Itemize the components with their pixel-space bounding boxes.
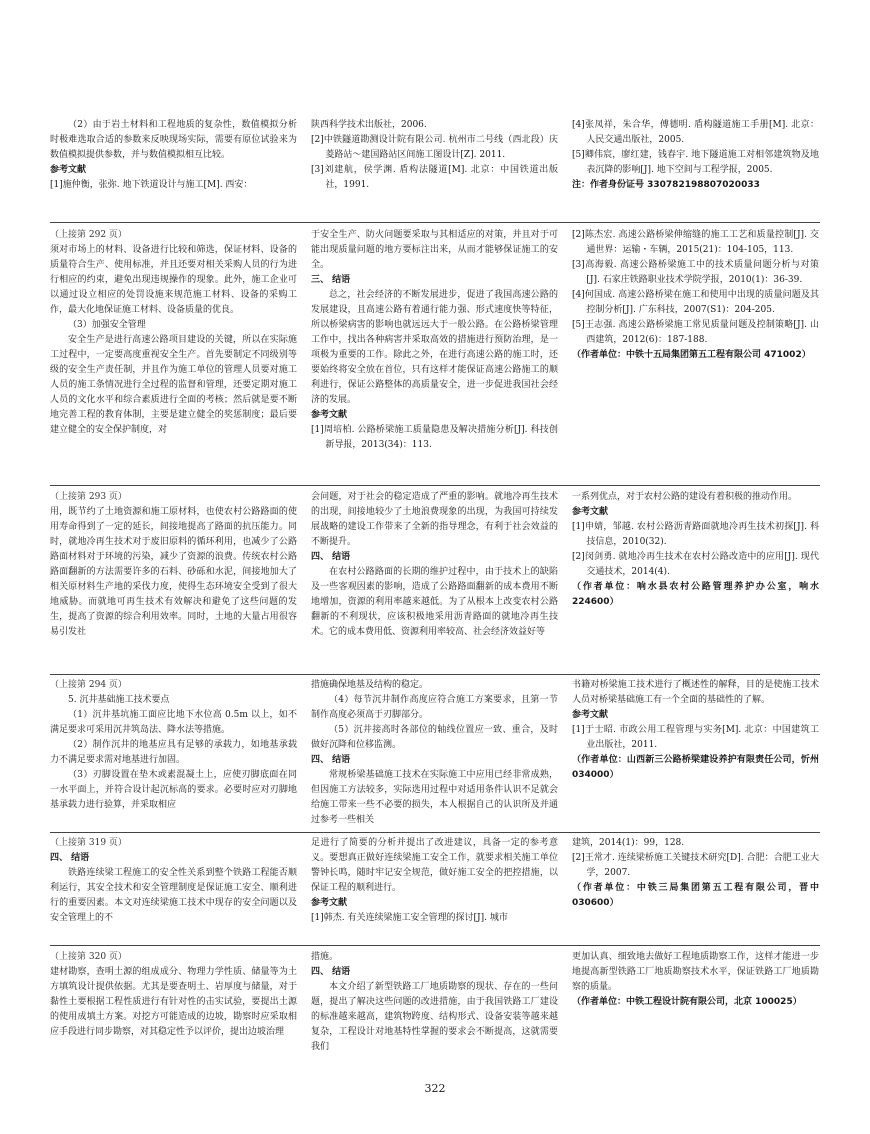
paragraph: （3）刃脚设置在垫木或素混凝土上，应使刃脚底面在同一水平面上，并符合设计起沉标高的要求。必要时应对刃脚地基承载力进行验算，并采取相应 <box>50 770 297 810</box>
reference-item: [4]何国成. 高速公路桥梁在施工和使用中出现的质量问题及其控制分析[J]. 广东科技，2007(S1)：204-205. <box>572 290 819 315</box>
text-column <box>572 678 819 828</box>
paragraph: （2）由于岩土材料和工程地质的复杂性，数值模拟分析时极难选取合适的参数来反映现场实际，需要有原位试验来为数值模拟提供参数，并与数值模拟相互比较。 <box>50 120 297 160</box>
text-column <box>572 118 819 193</box>
text-column <box>50 490 297 640</box>
text-column <box>50 950 297 1055</box>
divider <box>50 222 820 223</box>
text-column <box>572 950 819 1055</box>
segment-s3 <box>50 490 820 640</box>
continuation-note: （上接第 292 页） <box>50 230 127 240</box>
column-group <box>50 836 820 926</box>
segment-s6 <box>50 950 820 1055</box>
column-group <box>50 228 820 453</box>
paragraph: （3）加强安全管理 <box>68 320 146 330</box>
segment-s1 <box>50 118 820 193</box>
paragraph: （4）每节沉井制作高度应符合施工方案要求，且第一节制作高度必须高于刃脚部分。 <box>311 695 558 720</box>
section-heading: 参考文献 <box>50 165 87 175</box>
paragraph: 一系列优点，对于农村公路的建设有着积极的推动作用。 <box>572 492 798 502</box>
divider <box>50 485 820 486</box>
paragraph: 常规桥梁基础施工技术在实际施工中应用已经非常成熟，但因施工方法较多，实际选用过程中对适用条件认识不足就会给施工带来一些不必要的损失，本人根据自己的认识所及并通过参考一些相关 <box>311 770 558 825</box>
reference-item: [1]施仲衡，张弥. 地下铁道设计与施工[M]. 西安： <box>50 180 253 190</box>
author-note: （作者单位：响水县农村公路管理养护办公室，响水 224600） <box>572 582 819 607</box>
reference-item: [2]中铁隧道勘测设计院有限公司. 杭州市二号线（西北段）庆菱路站～建国路站区间施工图设计[Z]. 2011. <box>311 135 558 160</box>
text-column <box>311 118 558 193</box>
reference-item: [1]韩杰. 有关连续梁施工安全管理的探讨[J]. 城市 <box>311 913 508 923</box>
text-column <box>311 950 558 1055</box>
section-heading: 四、 结语 <box>311 552 351 562</box>
section-heading: 参考文献 <box>572 507 609 517</box>
text-column <box>572 836 819 926</box>
author-note: （作者单位：中铁三局集团第五工程有限公司，晋中 030600） <box>572 883 819 908</box>
reference-item: [5]王志强. 高速公路桥梁施工常见质量问题及控制策略[J]. 山西建筑，2012(6)：187-188. <box>572 320 819 345</box>
divider <box>50 832 820 833</box>
author-note: （作者单位：中铁十五局集团第五工程有限公司 471002） <box>572 350 811 360</box>
paragraph: 书籍对桥梁施工技术进行了概述性的解释，目的是使施工技术人员对桥梁基础施工有一个全面的基础性的了解。 <box>572 680 819 705</box>
paragraph: 总之，社会经济的不断发展进步，促进了我国高速公路的发展建设，且高速公路有着通行能力强、形式速度快等特征，所以桥梁病害的影响也就远远大于一般公路。在公路桥梁管理工作中，找出各种病害并采取高效的措施进行预防治理，是一项极为重要的工作。除此之外，在进行高速公路的施工时，还要始终将安全放在首位，只有这样才能保证高速公路施工的顺利进行，保证公路整体的高质量安全，进一步促进我国社会经济的发展。 <box>311 290 558 405</box>
divider <box>50 674 820 675</box>
reference-item: [4]张凤祥，朱合华，傅德明. 盾构隧道施工手册[M]. 北京：人民交通出版社，2005. <box>572 120 819 145</box>
author-note: 注：作者身份证号 330782198807020033 <box>572 180 760 190</box>
section-heading: 四、 结语 <box>311 967 351 977</box>
section-heading: 参考文献 <box>572 710 609 720</box>
segment-s4 <box>50 678 820 828</box>
text-column <box>311 836 558 926</box>
section-heading: 三、 结语 <box>311 275 351 285</box>
column-group <box>50 678 820 828</box>
author-note: （作者单位：山西新三公路桥梁建设养护有限责任公司，忻州 034000） <box>572 755 819 780</box>
continuation-note: （上接第 293 页） <box>50 492 127 502</box>
column-group <box>50 950 820 1055</box>
text-column <box>50 678 297 828</box>
reference-item: 陕西科学技术出版社，2006. <box>311 120 427 130</box>
continuation-note: （上接第 294 页） <box>50 680 127 690</box>
segment-s2 <box>50 228 820 453</box>
text-column <box>50 228 297 453</box>
reference-item: [2]闵剑勇. 就地冷再生技术在农村公路改造中的应用[J]. 现代交通技术，2014(4). <box>572 552 819 577</box>
paragraph: （5）沉井接高时各部位的轴线位置应一致、重合，及时做好沉降和位移监测。 <box>311 725 558 750</box>
paragraph: 于安全生产、防火问题要采取与其相适应的对策，并且对于可能出现质量问题的地方要标注出来，从而才能够保证施工的安全。 <box>311 230 558 270</box>
divider <box>50 945 820 946</box>
paragraph: 建材勘察，查明土源的组成成分、物理力学性质、储量等为土方填筑设计提供依据。尤其是要查明土、岩厚度与储量，对于黏性土要根据工程性质进行有针对性的击实试验，要提出土源的使用成填土方案。对挖方可能造成的边坡，勘察时应采取相应手段进行同步勘察，对其稳定性予以评价，提出边坡治理 <box>50 967 297 1037</box>
paragraph: 足进行了简要的分析并提出了改进建议，具备一定的参考意义。要想真正做好连续梁施工安全工作，就要求相关施工单位警钟长鸣，随时牢记安全规范，做好施工安全的把控措施，以保证工程的顺利进行。 <box>311 838 558 893</box>
text-column <box>572 228 819 453</box>
paragraph: 会问题，对于社会的稳定造成了严重的影响。就地冷再生技术的出现，间接地较少了土地浪费现象的出现，为我国可持续发展战略的建设工作带来了全新的指导理念，有利于社会效益的不断提升。 <box>311 492 558 547</box>
text-column <box>50 118 297 193</box>
paragraph: 安全生产是进行高速公路项目建设的关键，所以在实际施工过程中，一定要高度重视安全生产。首先要制定不同级别等级的安全生产责任制，并且作为施工单位的管理人员要对施工人员的施工条情况进行全过程的监督和管理，还要定期对施工人员的文化水平和综合素质进行全面的考核；然后就是要不断地完善工程的教育体制，主要是建立健全的奖惩制度；最后要建立健全的安全保护制度，对 <box>50 335 297 435</box>
paragraph: （2）制作沉井的地基应具有足够的承载力，如地基承载力不满足要求需对地基进行加固。 <box>50 740 297 765</box>
paragraph: 本文介绍了新型铁路工厂地质勘察的现状、存在的一些问题，提出了解决这些问题的改进措施，由于我国铁路工厂建设的标准越来越高，建筑物跨度、结构形式、设备安装等越来越复杂，工程设计对地基特性掌握的要求会不断提高，这就需要我们 <box>311 982 558 1052</box>
reference-item: [1]周培柏. 公路桥梁施工质量隐患及解决措施分析[J]. 科技创新导报，2013(34)：113. <box>311 425 558 450</box>
column-group <box>50 490 820 640</box>
reference-item: 建筑，2014(1)：99，128. <box>572 838 685 848</box>
text-column <box>572 490 819 640</box>
section-heading: 四、 结语 <box>50 853 90 863</box>
text-column <box>311 228 558 453</box>
reference-item: [2]王常才. 连续梁桥施工关键技术研究[D]. 合肥：合肥工业大学，2007. <box>572 853 819 878</box>
continuation-note: （上接第 319 页） <box>50 838 127 848</box>
text-column <box>311 490 558 640</box>
section-heading: 四、 结语 <box>311 755 351 765</box>
paragraph: （1）沉井基坑施工面应比地下水位高 0.5m 以上，如不满足要求可采用沉井筑岛法、降水法等措施。 <box>50 710 297 735</box>
text-column <box>50 836 297 926</box>
reference-item: [3]刘建航，侯学渊. 盾构法隧道[M]. 北京：中国铁道出版社，1991. <box>311 165 558 190</box>
segment-s5 <box>50 836 820 926</box>
text-column <box>311 678 558 828</box>
paragraph: 5. 沉井基础施工技术要点 <box>68 695 170 705</box>
column-group <box>50 118 820 193</box>
reference-item: [2]陈杰宏. 高速公路桥梁伸缩缝的施工工艺和质量控制[J]. 交通世界：运输・车辆，2015(21)：104-105，113. <box>572 230 819 255</box>
section-heading: 参考文献 <box>311 898 348 908</box>
paragraph: 用，既节约了土地资源和施工原材料，也使农村公路路面的使用寿命得到了一定的延长，间接地提高了路面的抗压能力。同时，就地冷再生技术对于废旧原料的循环利用，也减少了公路路面材料对于环境的污染，减少了资源的浪费。传统农村公路路面翻新的方法需要许多的石料、砂砾和水泥，间接地加大了相关原材料生产地的采伐力度，使得生态环境安全受到了很大地威胁。而就地可再生技术有效解决和避免了这些问题的发生，提高了资源的综合利用效率。同时，土地的大量占用很容易引发社 <box>50 507 297 637</box>
reference-item: [3]高海毅. 高速公路桥梁施工中的技术质量问题分析与对策[J]. 石家庄铁路职业技术学院学报，2010(1)：36-39. <box>572 260 819 285</box>
author-note: （作者单位：中铁工程设计院有限公司，北京 100025） <box>572 997 802 1007</box>
paragraph: 铁路连续梁工程施工的安全性关系到整个铁路工程能否顺利运行，其安全技术和安全管理制度是保证施工安全、顺利进行的重要因素。本文对连续梁施工技术中现存的安全问题以及安全管理上的不 <box>50 868 297 923</box>
paragraph: 须对市场上的材料、设备进行比较和筛选，保证材料、设备的质量符合生产、使用标准，并且还要对相关采购人员的行为进行相应的约束，避免出现违规操作的现象。此外，施工企业可以通过设立相应的处罚设施来规范施工材料、设备的采购工作，最大化地保证施工材料、设备质量的优良。 <box>50 245 297 315</box>
page-number: 322 <box>424 1082 446 1095</box>
reference-item: [1]申婧，邹越. 农村公路沥青路面就地冷再生技术初探[J]. 科技信息，2010(32). <box>572 522 819 547</box>
reference-item: [5]卿伟宸，廖红建，钱春宇. 地下隧道施工对相邻建筑物及地表沉降的影响[J]. 地下空间与工程学报，2005. <box>572 150 819 175</box>
paragraph: 措施。 <box>311 952 339 962</box>
paragraph: 更加认真、细致地去做好工程地质勘察工作，这样才能进一步地提高新型铁路工厂地质勘察技术水平，保证铁路工厂地质勘察的质量。 <box>572 952 819 992</box>
continuation-note: （上接第 320 页） <box>50 952 127 962</box>
section-heading: 参考文献 <box>311 410 348 420</box>
paragraph: 在农村公路路面的长期的维护过程中，由于技术上的缺陷及一些客观因素的影响，造成了公路路面翻新的成本费用不断地增加，资源的利用率越来越低。为了从根本上改变农村公路翻新的不利现状，应该积极地采用沥青路面的就地冷再生技术。它的成本费用低、资源利用率较高、社会经济效益好等 <box>311 567 558 637</box>
reference-item: [1]于士昭. 市政公用工程管理与实务[M]. 北京：中国建筑工业出版社，2011. <box>572 725 819 750</box>
paragraph: 措施确保地基及结构的稳定。 <box>311 680 429 690</box>
